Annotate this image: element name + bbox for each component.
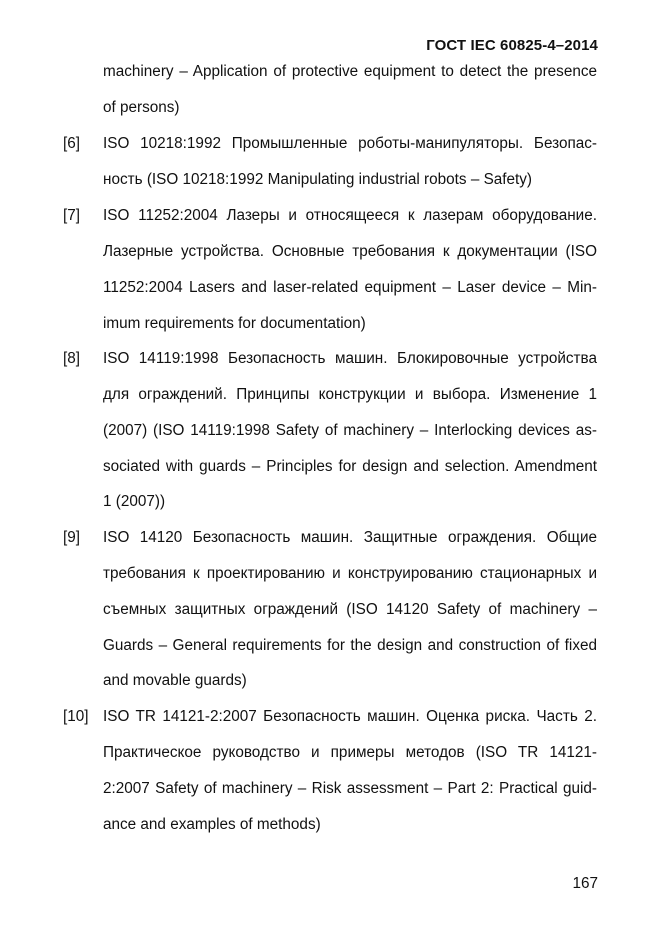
reference-line: ность (ISO 10218:1992 Manipulating industrial robots – Safety): [103, 171, 533, 188]
reference-line: Практическое руководство и примеры методов (ISO TR 14121-: [103, 744, 597, 761]
reference-number: [9]: [63, 529, 81, 546]
reference-line: of persons): [103, 99, 180, 116]
reference-line: ISO 10218:1992 Промышленные роботы-манипуляторы. Безопас-: [103, 135, 597, 152]
page-header-standard: ГОСТ IEC 60825-4–2014: [426, 37, 598, 54]
reference-line: съемных защитных ограждений (ISO 14120 Safety of machinery –: [103, 601, 597, 618]
reference-line: ISO 14119:1998 Безопасность машин. Блокировочные устройства: [103, 350, 597, 367]
reference-line: Guards – General requirements for the design and construction of fixed: [103, 637, 597, 654]
reference-number: [8]: [63, 350, 81, 367]
reference-number: [7]: [63, 207, 81, 224]
reference-line: 2:2007 Safety of machinery – Risk assessment – Part 2: Practical guid-: [103, 780, 597, 797]
reference-line: 11252:2004 Lasers and laser-related equipment – Laser device – Min-: [103, 279, 597, 296]
reference-line: ance and examples of methods): [103, 816, 321, 833]
reference-number: [6]: [63, 135, 81, 152]
reference-line: требования к проектированию и конструированию стационарных и: [103, 565, 597, 582]
reference-number: [10]: [63, 708, 89, 725]
reference-line: and movable guards): [103, 672, 247, 689]
reference-line: для ограждений. Принципы конструкции и выбора. Изменение 1: [103, 386, 597, 403]
reference-line: ISO 14120 Безопасность машин. Защитные ограждения. Общие: [103, 529, 597, 546]
page-number: 167: [572, 875, 598, 892]
reference-line: Лазерные устройства. Основные требования к документации (ISO: [103, 243, 597, 260]
reference-line: 1 (2007)): [103, 493, 166, 510]
reference-line: ISO 11252:2004 Лазеры и относящееся к лазерам оборудование.: [103, 207, 597, 224]
reference-line: sociated with guards – Principles for design and selection. Amendment: [103, 458, 597, 475]
reference-line: imum requirements for documentation): [103, 315, 366, 332]
reference-line: ISO TR 14121-2:2007 Безопасность машин. Оценка риска. Часть 2.: [103, 708, 597, 725]
reference-line: (2007) (ISO 14119:1998 Safety of machinery – Interlocking devices as-: [103, 422, 597, 439]
reference-line: machinery – Application of protective equipment to detect the presence: [103, 63, 597, 80]
